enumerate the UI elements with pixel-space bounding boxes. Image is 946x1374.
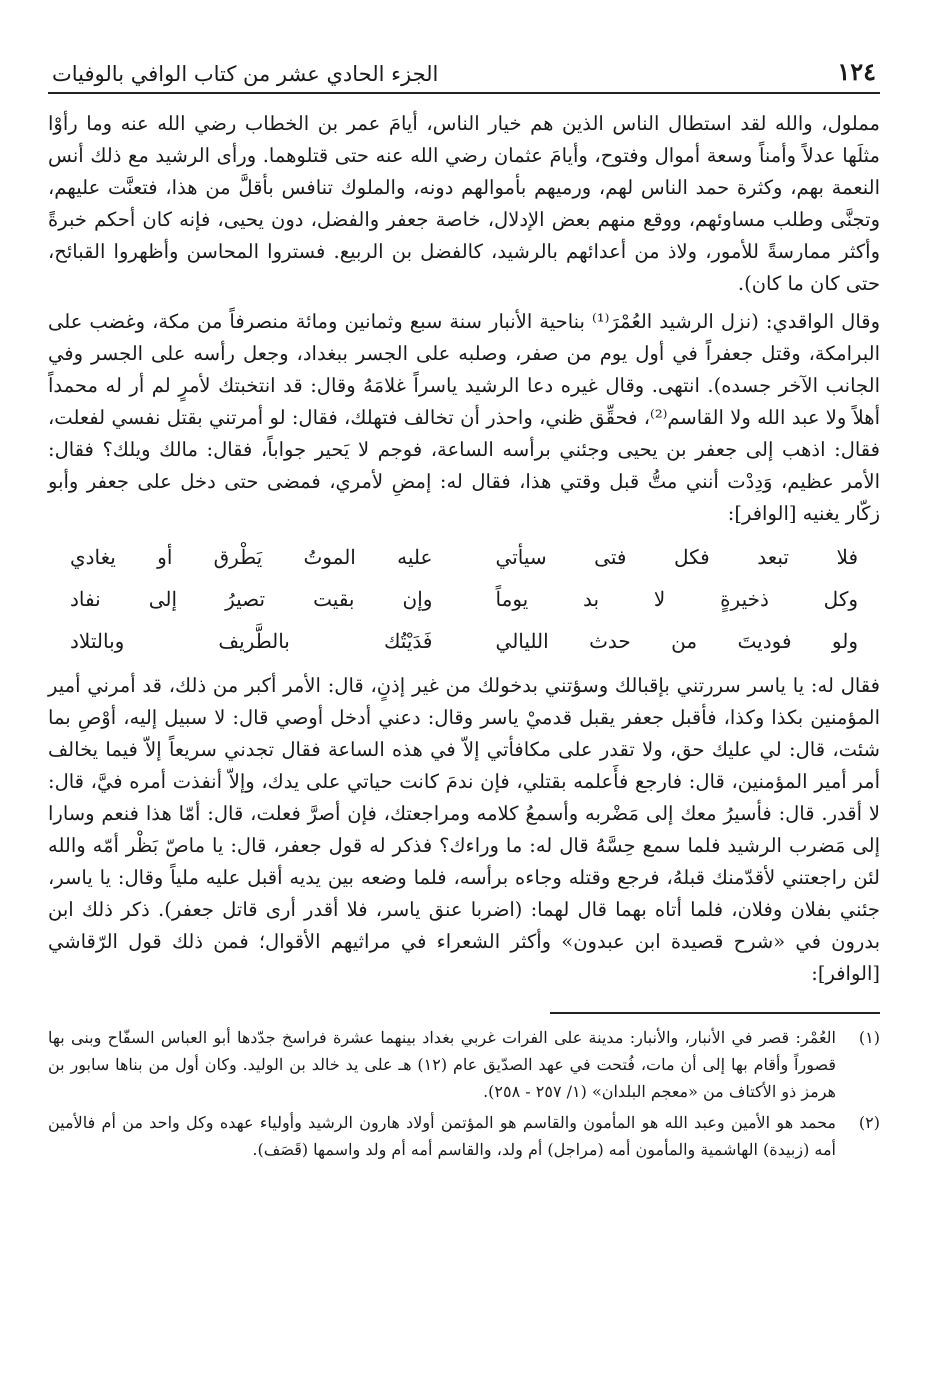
verse-line [48,620,880,662]
verse-line [48,536,880,578]
poem-block [48,536,880,662]
footnotes [48,1024,880,1163]
paragraph-3: فقال له: يا ياسر سررتني بإقبالك وسؤتني بدخولك من غير إذنٍ، قال: الأمر أكبر من ذلك، قد أمرني أمير المؤمنين بكذا وكذا، فأقبل جعفر يقبل قدميْ ياسر وقال: دعني أدخل أوصي قال: لا سبيل إليه، أوْصِ بما شئت، قال: لي عليك حق، ولا تقدر على مكافأتي إلاّ في هذه الساعة فقال تجدني سريعاً إلاّ فيما يخالف أمر أمير المؤمنين، قال: فارجع فأَعلمه بقتلي، فإن ندمَ كانت حياتي على يدك، وإلاّ أنفذت أمره فيَّ، قال: لا أقدر. قال: فأسيرُ معك إلى مَضْربه وأسمعُ كلامه ومراجعتك، فإن أصرَّ فعلت، قال: أمّا هذا فنعم وسارا إلى مَضرب الرشيد فلما سمع حِسَّهُ قال له: ما وراءك؟ فذكر له قول جعفر، قال: يا ماصّ بَظْر أمّه والله لئن راجعتني لأقدّمنك قبلهُ، فرجع وقتله وجاءه برأسه، فلما وضعه بين يديه أقبل عليه ملياً وقال: يا ياسر، جئني بفلان وفلان، فلما أتاه بهما قال لهما: (اضربا عنق ياسر، فلا أقدر أرى قاتل جعفر). ذكر ذلك ابن بدرون في «شرح قصيدة ابن عبدون» وأكثر الشعراء في مراثيهم الأقوال؛ فمن ذلك قول الرّقاشي [الوافر]: [48,674,880,985]
verse-first-hemistich: وكل ذخيرةٍ لا بد يوماً [495,587,858,611]
footnote-divider [550,1012,880,1014]
paragraph-2: وقال الواقدي: (نزل الرشيد العُمْرَ⁽¹⁾ بناحية الأنبار سنة سبع وثمانين ومائة منصرفاً من مكة، وغضب على البرامكة، وقتل جعفراً في أول يوم من صفر، وصلبه على الجسر ببغداد، وجعل رأسه على الجسر وفي الجانب الآخر جسده). انتهى. وقال غيره دعا الرشيد ياسراً غلامَهُ وقال: قد انتخبتك لأمرٍ لم أر له محمداً أهلاً ولا عبد الله ولا القاسم⁽²⁾، فحقِّق ظني، واحذر أن تخالف فتهلك، فقال: لو أمرتني بقتل نفسي لفعلت، فقال: اذهب إلى جعفر بن يحيى وجئني برأسه الساعة، فوجم لا يَحير جواباً، فقال: مالك ويلك؟ فقال: الأمر عظيم، وَدِدْت أنني متُّ قبل وقتي هذا، فقال له: إمضِ لأمري، فمضى حتى دخل على جعفر وأبو زكّار يغنيه [الوافر]: [48,310,880,525]
footnote-text: محمد هو الأمين وعبد الله هو المأمون والقاسم هو المؤتمن أولاد هارون الرشيد وأولياء عهده وكل واحد من أم فالأمين أمه (زبيدة) الهاشمية والمأمون أمه (مراجل) أم ولد، والقاسم أمه أم ولد واسمها (قَصَف). [48,1113,836,1159]
footnote-number: (٢) [858,1113,880,1132]
main-text [48,108,880,990]
footnote-text: العُمْر: قصر في الأنبار، والأنبار: مدينة على الفرات غربي بغداد بينهما عشرة فراسخ جدّدها أبو العباس السفّاح وبنى بها قصوراً وأقام بها إلى أن مات، فُتحت في عهد الصدّيق عام (١٢) هـ على يد خالد بن الوليد. وكان أول من بناها سابور بن هرمز ذو الأكتاف من «معجم البلدان» (١/ ٢٥٧ - ٢٥٨). [48,1028,837,1101]
footnote-2 [48,1109,880,1163]
page-header [48,50,880,94]
book-page [48,50,880,1167]
verse-line [48,578,880,620]
footnote-1 [48,1024,880,1105]
verse-second-hemistich: فَدَيْتُك بالطَّريف وبالتلاد [70,629,433,653]
verse-second-hemistich: عليه الموتُ يَطْرق أو يغادي [70,545,433,569]
paragraph-1: مملول، والله لقد استطال الناس الذين هم خيار الناس، أيامَ عمر بن الخطاب رضي الله عنه وما رأوْا مثلَها عدلاً وأمناً وسعة أموال وفتوح، وأيامَ عثمان رضي الله عنه حتى قتلوهما. ورأى الرشيد مع ذلك أنس النعمة بهم، وكثرة حمد الناس لهم، ورميهم بأموالهم دونه، والملوك تنافس بأقلَّ من هذا، فتعنَّت عليهم، وتجنَّى وطلب مساوئهم، ووقع منهم بعض الإدلال، خاصة جعفر والفضل، دون يحيى، فإنه كان أحكم خبرةً وأكثر ممارسةً للأمور، ولاذ من أعدائهم بالرشيد، كالفضل بن الربيع. فستروا المحاسن وأظهروا القبائح، حتى كان ما كان). [48,112,880,295]
running-title: الجزء الحادي عشر من كتاب الوافي بالوفيات [52,62,439,86]
page-number: ١٢٤ [837,57,876,86]
verse-first-hemistich: فلا تبعد فكل فتى سيأتي [495,545,858,569]
verse-first-hemistich: ولو فوديتَ من حدث الليالي [495,629,858,653]
verse-second-hemistich: وإن بقيت تصيرُ إلى نفاد [70,587,433,611]
footnote-number: (١) [858,1028,880,1047]
